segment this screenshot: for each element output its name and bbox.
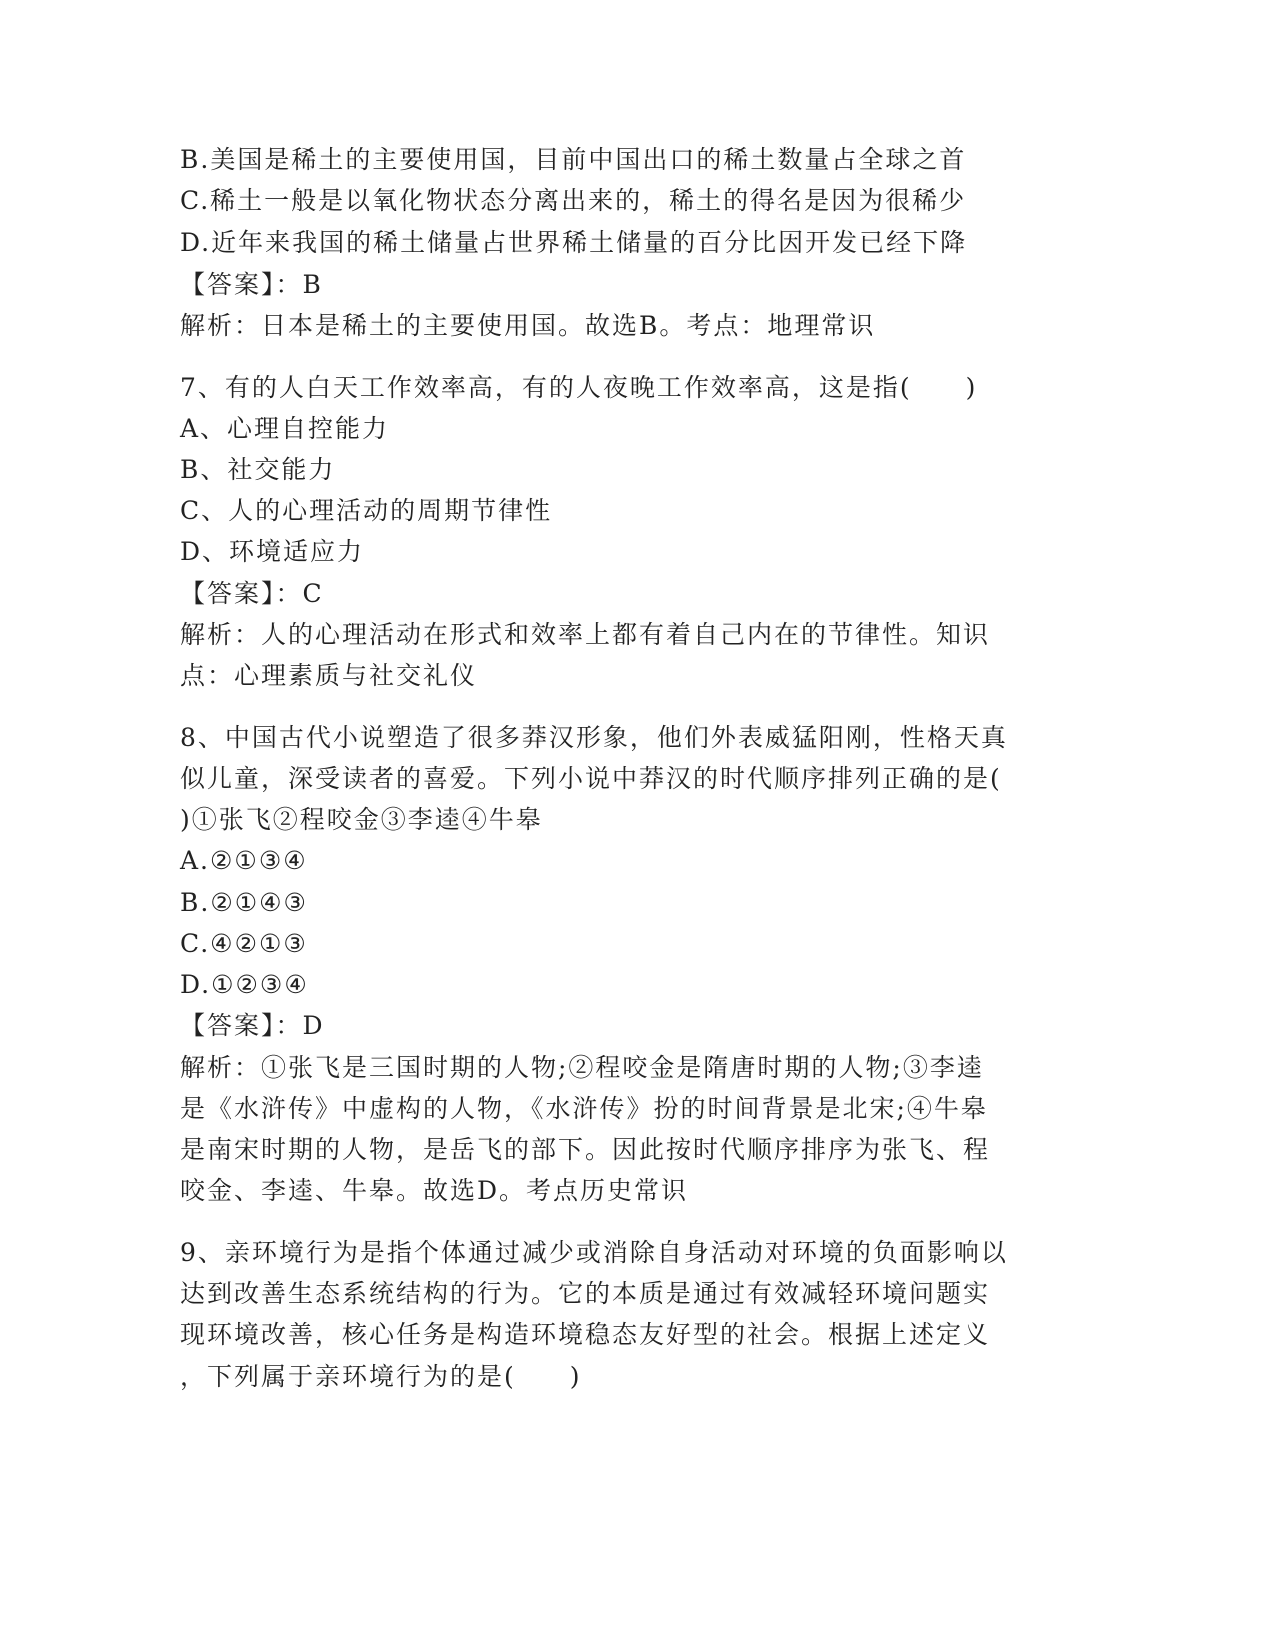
analysis-q6: 解析：日本是稀土的主要使用国。故选B。考点：地理常识 bbox=[180, 311, 876, 340]
analysis-q8-cont-2: 是南宋时期的人物，是岳飞的部下。因此按时代顺序排序为张飞、程 bbox=[180, 1135, 991, 1164]
option-d-q8: D.①②③④ bbox=[180, 970, 309, 999]
question-8-cont-2: )①张飞②程咬金③李逵④牛皋 bbox=[180, 805, 543, 834]
question-8-cont-1: 似儿童，深受读者的喜爱。下列小说中莽汉的时代顺序排列正确的是( bbox=[180, 764, 1002, 793]
analysis-q7-cont: 点：心理素质与社交礼仪 bbox=[180, 661, 478, 690]
option-a-q7: A、心理自控能力 bbox=[180, 414, 390, 443]
question-9: 9、亲环境行为是指个体通过减少或消除自身活动对环境的负面影响以 bbox=[180, 1238, 1008, 1267]
analysis-q8-cont-3: 咬金、李逵、牛皋。故选D。考点历史常识 bbox=[180, 1176, 689, 1205]
answer-q7: 【答案】：C bbox=[180, 579, 324, 608]
question-9-cont-1: 达到改善生态系统结构的行为。它的本质是通过有效减轻环境问题实 bbox=[180, 1279, 991, 1308]
option-a-q8: A.②①③④ bbox=[180, 846, 308, 875]
option-d-q7: D、环境适应力 bbox=[180, 537, 365, 566]
analysis-q7: 解析：人的心理活动在形式和效率上都有着自己内在的节律性。知识 bbox=[180, 620, 991, 649]
answer-q6: 【答案】：B bbox=[180, 270, 323, 299]
option-d-q6: D.近年来我国的稀土储量占世界稀土储量的百分比因开发已经下降 bbox=[180, 228, 968, 257]
option-b-q7: B、社交能力 bbox=[180, 455, 336, 484]
question-8: 8、中国古代小说塑造了很多莽汉形象，他们外表威猛阳刚，性格天真 bbox=[180, 723, 1008, 752]
option-c-q6: C.稀土一般是以氧化物状态分离出来的，稀土的得名是因为很稀少 bbox=[180, 186, 967, 215]
analysis-q8-cont-1: 是《水浒传》中虚构的人物，《水浒传》扮的时间背景是北宋;④牛皋 bbox=[180, 1094, 988, 1123]
answer-q8: 【答案】：D bbox=[180, 1011, 325, 1040]
option-c-q7: C、人的心理活动的周期节律性 bbox=[180, 496, 553, 525]
option-b-q8: B.②①④③ bbox=[180, 888, 308, 917]
question-9-cont-3: ，下列属于亲环境行为的是( ) bbox=[180, 1362, 582, 1391]
analysis-q8: 解析：①张飞是三国时期的人物;②程咬金是隋唐时期的人物;③李逵 bbox=[180, 1053, 984, 1082]
option-c-q8: C.④②①③ bbox=[180, 929, 308, 958]
option-b-q6: B.美国是稀土的主要使用国，目前中国出口的稀土数量占全球之首 bbox=[180, 145, 967, 174]
question-7: 7、有的人白天工作效率高，有的人夜晚工作效率高，这是指( ) bbox=[180, 373, 978, 402]
question-9-cont-2: 现环境改善，核心任务是构造环境稳态友好型的社会。根据上述定义 bbox=[180, 1320, 991, 1349]
